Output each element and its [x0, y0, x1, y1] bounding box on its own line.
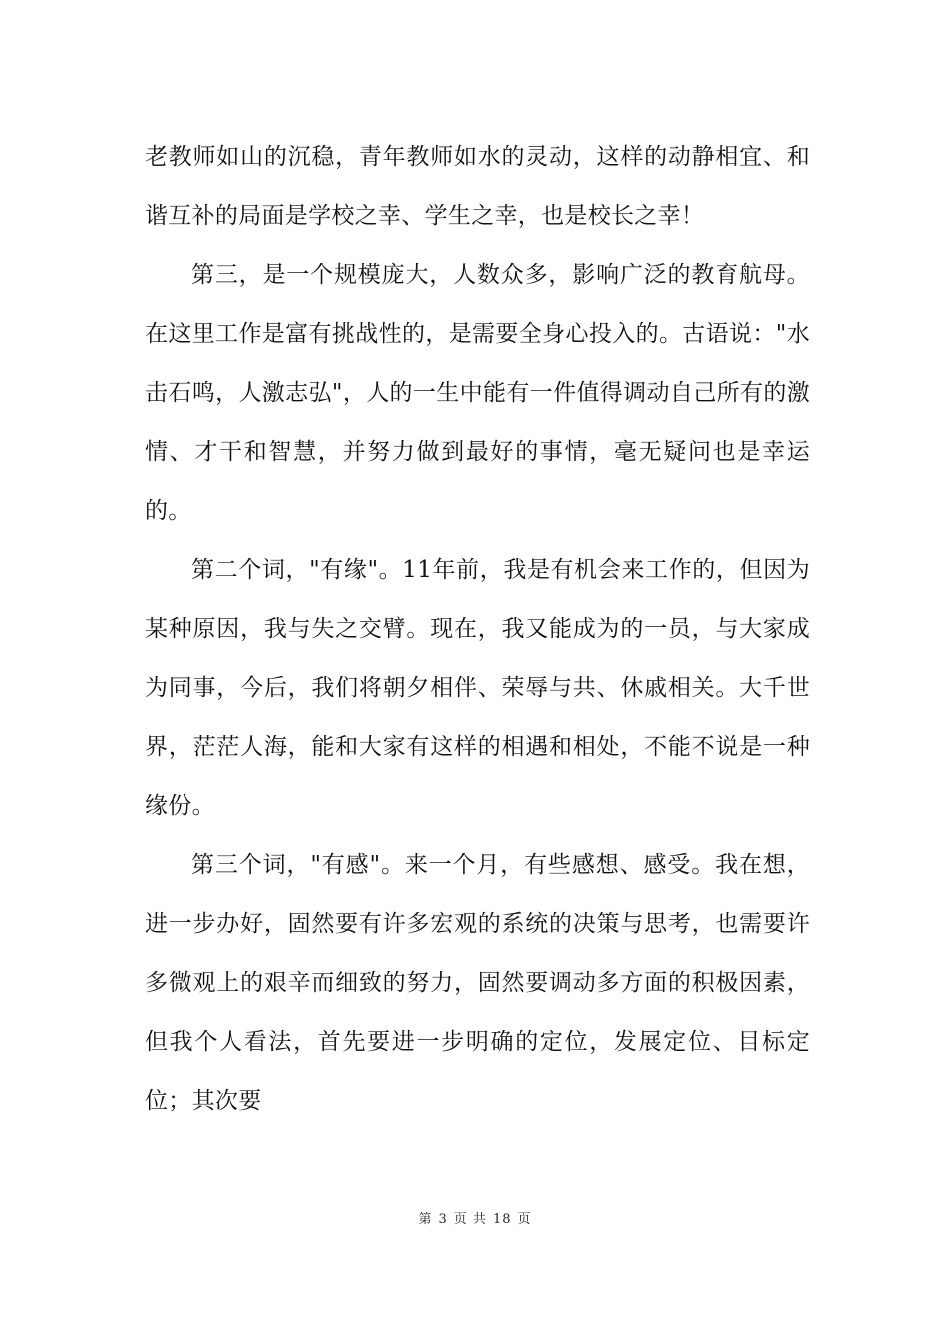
page-footer: [0, 1208, 950, 1227]
paragraph-third-word: 第三个词，"有感"。来一个月，有些感想、感受。我在想，进一步办好，固然要有许多宏观的系统的决策与思考，也需要许多微观上的艰辛而细致的努力，固然要调动多方面的积极因素，但我个人看法，首先要进一步明确的定位，发展定位、目标定位；其次要: [145, 852, 810, 1114]
document-body: [145, 128, 810, 1131]
paragraph-second-word: 第二个词，"有缘"。11年前，我是有机会来工作的，但因为某种原因，我与失之交臂。现在，我又能成为的一员，与大家成为同事，今后，我们将朝夕相伴、荣辱与共、休戚相关。大千世界，茫茫人海，能和大家有这样的相遇和相处，不能不说是一种缘份。: [145, 557, 810, 819]
paragraph-continuation: 老教师如山的沉稳，青年教师如水的灵动，这样的动静相宜、和谐互补的局面是学校之幸、学生之幸，也是校长之幸！: [145, 144, 810, 229]
footer-total-pages: 18: [492, 1212, 512, 1227]
footer-current-page: 3: [438, 1212, 448, 1227]
footer-prefix: 第: [418, 1212, 433, 1227]
footer-middle: 页 共: [453, 1212, 487, 1227]
paragraph-third-point: 第三，是一个规模庞大，人数众多，影响广泛的教育航母。在这里工作是富有挑战性的，是需要全身心投入的。古语说："水击石鸣，人激志弘"，人的一生中能有一件值得调动自己所有的激情、才干和智慧，并努力做到最好的事情，毫无疑问也是幸运的。: [145, 262, 810, 524]
footer-suffix: 页: [517, 1212, 532, 1227]
